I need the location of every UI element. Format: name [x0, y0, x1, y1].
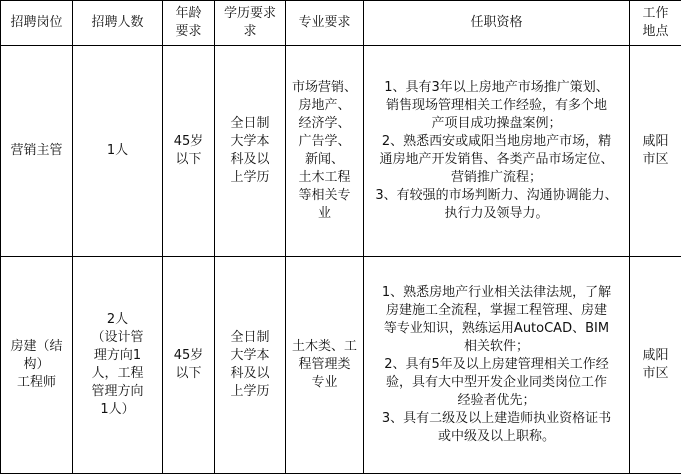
header-row: [1, 1, 681, 46]
cell-location: 咸阳 市区: [630, 257, 681, 474]
cell-major: 市场营销、 房地产、 经济学、 广告学、 新闻、 土木工程 等相关专 业: [286, 46, 364, 257]
cell-age: 45岁 以下: [163, 46, 215, 257]
cell-position: 营销主管: [1, 46, 73, 257]
table-row: [1, 257, 681, 474]
header-qualifications: 任职资格: [364, 1, 630, 46]
cell-qualifications: 1、熟悉房地产行业相关法律法规，了解 房建施工全流程，掌握工程管理、房建 等专业知识，熟练运用AutoCAD、BIM 相关软件； 2、具有5年及以上房建管理相关工作经 验，具有大中型开发企业同类岗位工作 经验者优先； 3、具有二级及以上建造师执业资格证书 或中级及以上职称。: [364, 257, 630, 474]
cell-count: 2人 （设计管 理方向1 人，工程 管理方向 1人）: [73, 257, 163, 474]
header-age: 年龄 要求: [163, 1, 215, 46]
cell-location: 咸阳 市区: [630, 46, 681, 257]
header-education: 学历要求 求: [215, 1, 286, 46]
cell-education: 全日制 大学本 科及以 上学历: [215, 257, 286, 474]
cell-qualifications: 1、具有3年以上房地产市场推广策划、 销售现场管理相关工作经验，有多个地 产项目成功操盘案例； 2、熟悉西安或咸阳当地房地产市场，精 通房地产开发销售、各类产品市场定位、 营销推广流程； 3、有较强的市场判断力、沟通协调能力、 执行力及领导力。: [364, 46, 630, 257]
table-row: [1, 46, 681, 257]
cell-count: 1人: [73, 46, 163, 257]
cell-education: 全日制 大学本 科及以 上学历: [215, 46, 286, 257]
cell-position: 房建（结 构） 工程师: [1, 257, 73, 474]
header-count: 招聘人数: [73, 1, 163, 46]
header-major: 专业要求: [286, 1, 364, 46]
cell-age: 45岁 以下: [163, 257, 215, 474]
header-location: 工作 地点: [630, 1, 681, 46]
header-position: 招聘岗位: [1, 1, 73, 46]
cell-major: 土木类、工 程管理类 专业: [286, 257, 364, 474]
